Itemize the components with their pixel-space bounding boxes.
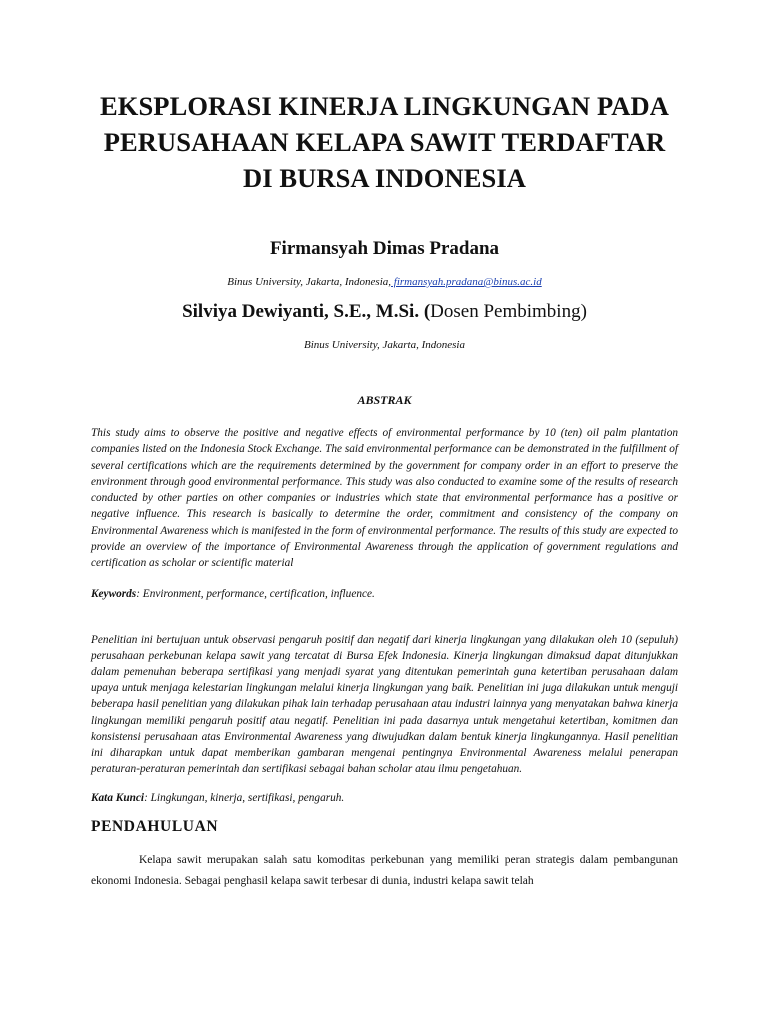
author-2-name: Silviya Dewiyanti, S.E., M.Si. ( xyxy=(182,301,431,322)
author-2-role: Dosen Pembimbing) xyxy=(430,301,587,322)
kata-kunci-text: : Lingkungan, kinerja, sertifikasi, pengaruh. xyxy=(144,791,345,804)
keywords-label: Keywords xyxy=(91,587,137,600)
abstract-heading: ABSTRAK xyxy=(357,393,412,407)
author-1-institution: Binus University, Jakarta, Indonesia, xyxy=(227,276,392,288)
title-line-2: PERUSAHAAN KELAPA SAWIT TERDAFTAR xyxy=(103,127,666,157)
author-1-name: Firmansyah Dimas Pradana xyxy=(269,238,500,259)
kata-kunci-label: Kata Kunci xyxy=(91,791,145,804)
title-line-3: DI BURSA INDONESIA xyxy=(242,163,527,193)
intro-paragraph: Kelapa sawit merupakan salah satu komoditas perkebunan yang memiliki peran strategis dalam pembangunan ekonomi Indonesia. Sebagai penghasil kelapa sawit terbesar di dunia, industri kelapa sawit telah xyxy=(91,853,678,887)
section-heading-pendahuluan: PENDAHULUAN xyxy=(91,817,219,835)
title-line-1: EKSPLORASI KINERJA LINGKUNGAN PADA xyxy=(99,91,670,121)
keywords-line xyxy=(91,588,678,600)
abstract-indonesian: Penelitian ini bertujuan untuk observasi pengaruh positif dan negatif dari kinerja lingkungan yang dilakukan oleh 10 (sepuluh) perusahaan perkebunan kelapa sawit yang tercatat di Bursa Efek Indonesia. Kinerja lingkungan dimaksud dapat ditunjukkan dalam pemenuhan beberapa sertifikasi yang menjadi syarat yang ditentukan pemerintah guna ketertiban perusahaan dalam upaya untuk menjaga kelestarian lingkungan melalui kinerja lingkungan yang baik. Penelitian ini juga dilakukan untuk menguji beberapa hasil penelitian yang dilakukan pihak lain terhadap perusahaan atau industri lainnya yang menyatakan bahwa kinerja lingkungan memiliki pengaruh positif atau negatif. Penelitian ini pada dasarnya untuk mengetahui ketertiban, komitmen dan konsistensi perusahaan atas Environmental Awareness yang diwujudkan dalam bentuk kinerja lingkungannya. Hasil penelitian ini diharapkan untuk dapat memberikan gambaran mengenai pentingnya Environmental Awareness melalui penerapan peraturan-peraturan pemerintah dan sertifikasi sebagai bahan scholar atau ilmu pengetahuan. xyxy=(91,633,678,776)
author-1-email-link[interactable]: firmansyah.pradana@binus.ac.id xyxy=(391,276,542,288)
author-1-affiliation xyxy=(91,276,678,288)
author-2 xyxy=(91,301,678,323)
abstract-english: This study aims to observe the positive and negative effects of environmental performance by 10 (ten) oil palm plantation companies listed on the Indonesia Stock Exchange. The said environmental performance can be demonstrated in the fulfillment of several certifications which are the requirements determined by the government for company order in an effort to preserve the environment through good environmental performance. This study was also conducted to examine some of the results of research conducted by other parties on other companies or industries which state that environmental performance has a positive or negative influence. This research is basically to determine the order, commitment and consistency of the company on Environmental Awareness which is manifested in the form of environmental performance. The results of this study are expected to provide an overview of the importance of Environmental Awareness through the application of government regulations and certification as scholar or scientific material xyxy=(91,427,678,570)
author-2-affiliation: Binus University, Jakarta, Indonesia xyxy=(303,339,465,351)
kata-kunci-line xyxy=(91,792,678,804)
paper-title xyxy=(91,0,678,196)
keywords-text: : Environment, performance, certification, influence. xyxy=(136,587,375,600)
